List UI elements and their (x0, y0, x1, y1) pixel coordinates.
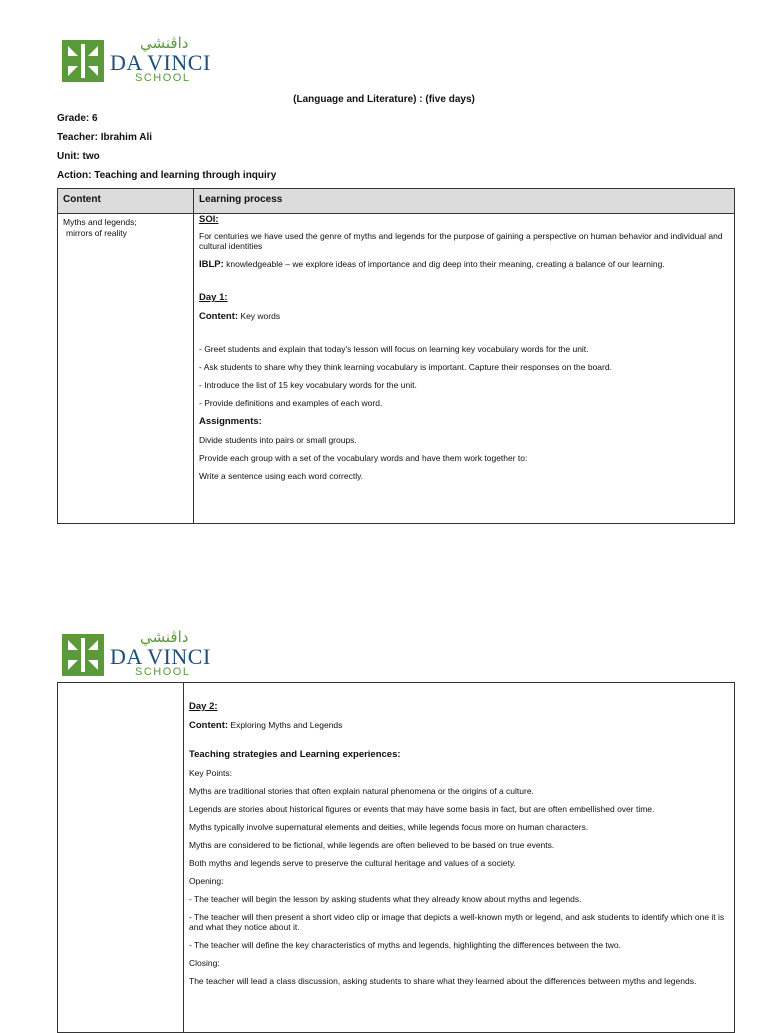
content-topic-line-1: Myths and legends; (63, 217, 137, 227)
page-2 (0, 628, 768, 1024)
learning-process-cell (194, 214, 735, 524)
day-1-step: - Introduce the list of 15 key vocabulary words for the unit. (199, 380, 417, 390)
content-topic-line-2: mirrors of reality (66, 228, 127, 238)
day-1-content-label: Content: (199, 311, 239, 322)
da-vinci-logo-icon (62, 40, 104, 82)
iblp-text: knowledgeable – we explore ideas of importance and dig deep into their meaning, creating a balance of our learning. (223, 259, 665, 269)
closing-label: Closing: (189, 958, 220, 968)
content-cell (58, 214, 194, 524)
day-1-step: - Greet students and explain that today's lesson will focus on learning key vocabulary words for the unit. (199, 344, 589, 354)
key-points-label: Key Points: (189, 768, 232, 778)
opening-step: - The teacher will define the key characteristics of myths and legends, highlighting the differences between the two. (189, 940, 622, 950)
logo-arabic-text: داڤنشي (140, 34, 189, 52)
logo-name: DA VINCI (110, 644, 211, 669)
key-point: Both myths and legends serve to preserve the cultural heritage and values of a society. (189, 858, 516, 868)
da-vinci-logo-icon (62, 634, 104, 676)
assignment-item: Provide each group with a set of the vocabulary words and have them work together to: (199, 453, 528, 463)
soi-label: SOI: (199, 214, 219, 225)
day-2-content-text: Exploring Myths and Legends (228, 720, 343, 730)
day-1-step: - Ask students to share why they think learning vocabulary is important. Capture their responses on the board. (199, 362, 612, 372)
opening-step: - The teacher will then present a short video clip or image that depicts a well-known myth or legend, and ask students to identify which one it is and what they notice about it. (189, 912, 725, 932)
logo-school-text: SCHOOL (135, 666, 191, 678)
logo-arabic-text: داڤنشي (140, 628, 189, 646)
document-title: (Language and Literature) : (five days) (293, 94, 475, 105)
day-1-content-text: Key words (238, 311, 281, 321)
day-2-label: Day 2: (189, 701, 218, 712)
iblp-label: IBLP: (199, 259, 224, 270)
assignments-label: Assignments: (199, 416, 262, 427)
day-1-label: Day 1: (199, 292, 228, 303)
soi-text: For centuries we have used the genre of myths and legends for the purpose of gaining a perspective on human behavior and individual and cultural identities (199, 231, 723, 251)
learning-process-header: Learning process (194, 189, 735, 214)
grade-line: Grade: 6 (57, 113, 98, 124)
assignment-item: Write a sentence using each word correctly. (199, 471, 364, 481)
action-line: Action: Teaching and learning through inquiry (57, 170, 277, 181)
school-logo (62, 628, 222, 682)
content-cell (58, 683, 184, 1033)
assignment-item: Divide students into pairs or small groups. (199, 435, 357, 445)
day-1-step: - Provide definitions and examples of each word. (199, 398, 383, 408)
key-point: Myths typically involve supernatural elements and deities, while legends focus more on human characters. (189, 822, 589, 832)
unit-line: Unit: two (57, 151, 100, 162)
key-point: Myths are traditional stories that often explain natural phenomena or the origins of a culture. (189, 786, 534, 796)
key-point: Myths are considered to be fictional, while legends are often believed to be based on true events. (189, 840, 555, 850)
school-logo (62, 34, 222, 88)
opening-step: - The teacher will begin the lesson by asking students what they already know about myths and legends. (189, 894, 582, 904)
teacher-line: Teacher: Ibrahim Ali (57, 132, 153, 143)
day-2-content-label: Content: (189, 720, 229, 731)
lesson-table-page-1 (57, 188, 735, 524)
closing-text: The teacher will lead a class discussion, asking students to share what they learned about the differences between myths and legends. (189, 976, 697, 986)
key-point: Legends are stories about historical figures or events that may have some basis in fact, but are often embellished over time. (189, 804, 655, 814)
logo-school-text: SCHOOL (135, 72, 191, 84)
opening-label: Opening: (189, 876, 224, 886)
strategies-label: Teaching strategies and Learning experiences: (189, 749, 401, 760)
logo-name: DA VINCI (110, 50, 211, 75)
lesson-table-page-2 (57, 682, 735, 1033)
content-header: Content (58, 189, 194, 214)
learning-process-cell (184, 683, 735, 1033)
